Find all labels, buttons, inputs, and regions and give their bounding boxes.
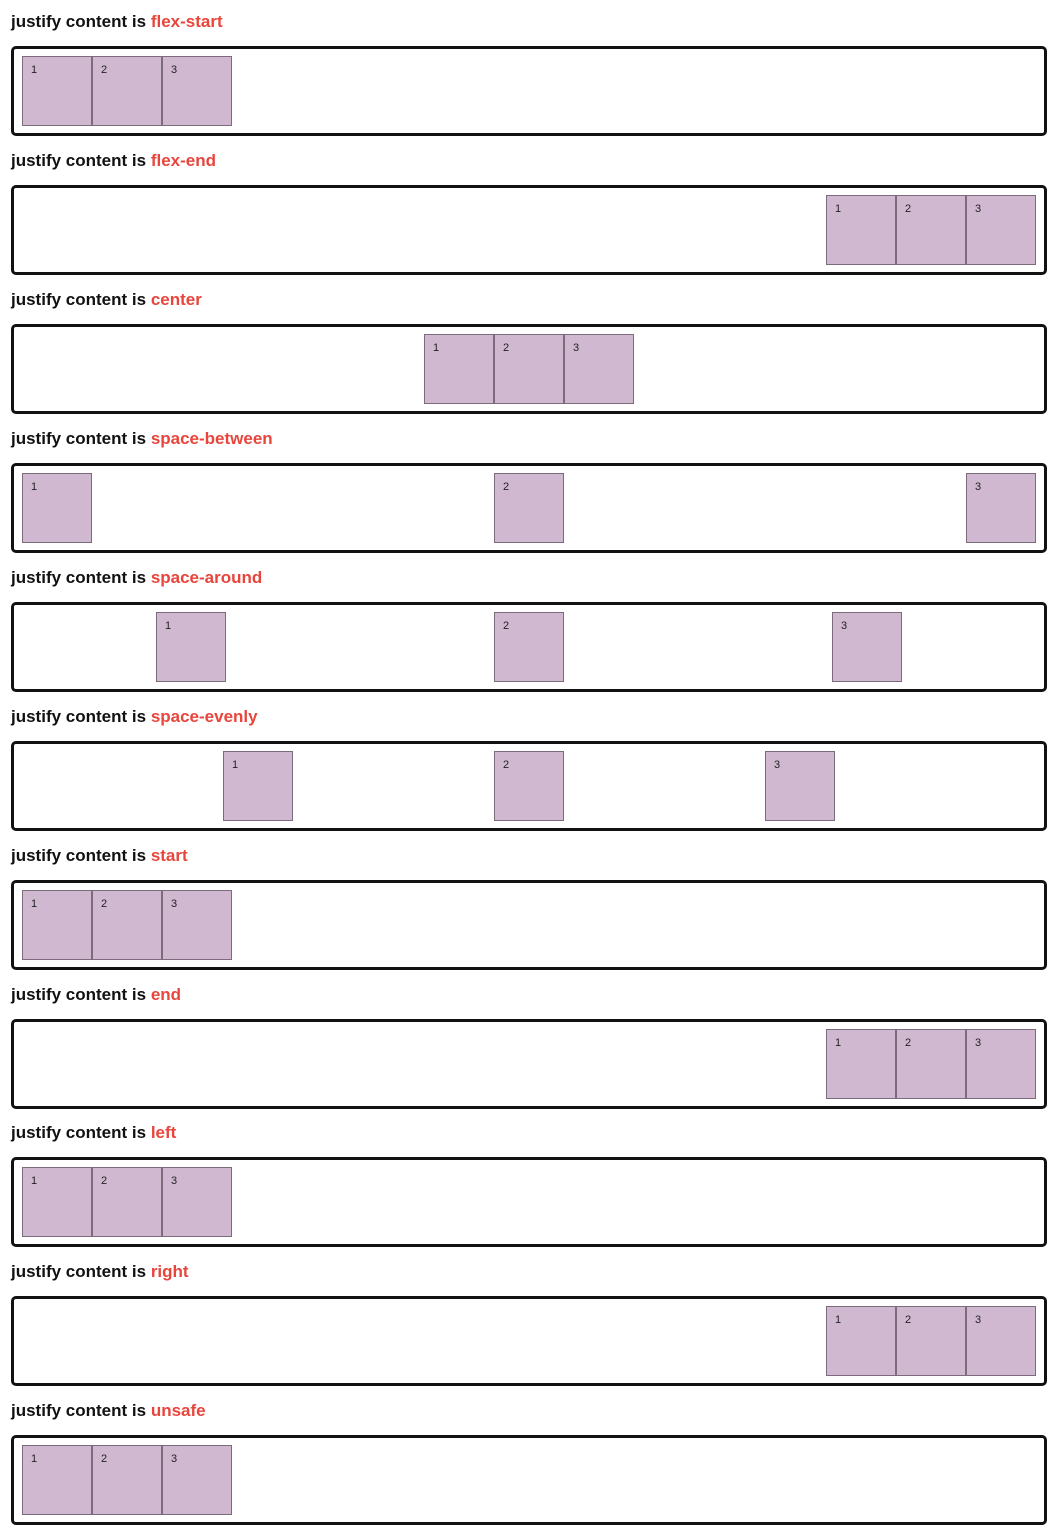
flex-item-1: 1 — [424, 334, 494, 404]
justify-value-label: flex-end — [150, 151, 216, 170]
flex-container — [11, 1435, 1047, 1525]
flex-item-2: 2 — [494, 751, 564, 821]
flex-item-1: 1 — [22, 1167, 92, 1237]
demo-title — [11, 846, 188, 866]
flex-item-2: 2 — [896, 195, 966, 265]
flex-item-2: 2 — [896, 1029, 966, 1099]
flex-item-2: 2 — [896, 1306, 966, 1376]
flex-container — [11, 1157, 1047, 1247]
flex-item-2: 2 — [92, 1167, 162, 1237]
flex-item-3: 3 — [564, 334, 634, 404]
flex-item-3: 3 — [966, 1306, 1036, 1376]
justify-value-label: flex-start — [150, 12, 223, 31]
flex-item-3: 3 — [832, 612, 902, 682]
flex-item-2: 2 — [92, 56, 162, 126]
demo-title — [11, 429, 273, 449]
flex-item-2: 2 — [494, 473, 564, 543]
justify-value-label: space-between — [150, 429, 273, 448]
justify-value-label: unsafe — [150, 1401, 206, 1420]
justify-value-label: center — [150, 290, 202, 309]
flex-item-2: 2 — [92, 890, 162, 960]
justify-value-label: left — [150, 1123, 177, 1142]
flex-item-3: 3 — [765, 751, 835, 821]
flex-item-1: 1 — [22, 56, 92, 126]
demo-title-prefix: justify content is — [11, 151, 147, 170]
demo-title-prefix: justify content is — [11, 12, 147, 31]
flex-item-3: 3 — [966, 473, 1036, 543]
flex-container — [11, 324, 1047, 414]
flex-item-2: 2 — [494, 334, 564, 404]
demo-title-prefix: justify content is — [11, 707, 147, 726]
flex-item-3: 3 — [162, 890, 232, 960]
demo-title-prefix: justify content is — [11, 290, 147, 309]
demo-title — [11, 1123, 176, 1143]
demo-title — [11, 151, 216, 171]
flex-container — [11, 602, 1047, 692]
justify-value-label: start — [150, 846, 188, 865]
flex-item-1: 1 — [22, 1445, 92, 1515]
justify-value-label: space-around — [150, 568, 263, 587]
flex-item-2: 2 — [494, 612, 564, 682]
demo-title-prefix: justify content is — [11, 985, 147, 1004]
flex-container — [11, 741, 1047, 831]
flex-item-2: 2 — [92, 1445, 162, 1515]
demo-title — [11, 12, 223, 32]
flex-item-3: 3 — [162, 1445, 232, 1515]
flex-item-1: 1 — [826, 1029, 896, 1099]
flex-item-3: 3 — [162, 56, 232, 126]
demo-title-prefix: justify content is — [11, 568, 147, 587]
demo-title — [11, 985, 181, 1005]
demo-title — [11, 707, 258, 727]
justify-value-label: right — [150, 1262, 189, 1281]
demo-title-prefix: justify content is — [11, 429, 147, 448]
flex-container — [11, 1296, 1047, 1386]
demo-title — [11, 568, 262, 588]
demo-title — [11, 1262, 189, 1282]
demo-title-prefix: justify content is — [11, 1262, 147, 1281]
demo-title — [11, 1401, 206, 1421]
flex-item-1: 1 — [22, 890, 92, 960]
justify-value-label: end — [150, 985, 182, 1004]
flex-item-3: 3 — [162, 1167, 232, 1237]
demo-title — [11, 290, 202, 310]
flex-container — [11, 880, 1047, 970]
flex-container — [11, 46, 1047, 136]
flex-item-1: 1 — [826, 195, 896, 265]
flex-item-1: 1 — [223, 751, 293, 821]
flex-item-1: 1 — [156, 612, 226, 682]
flex-item-3: 3 — [966, 1029, 1036, 1099]
flex-container — [11, 1019, 1047, 1109]
demo-title-prefix: justify content is — [11, 1123, 147, 1142]
flex-item-1: 1 — [22, 473, 92, 543]
flex-container — [11, 185, 1047, 275]
flex-item-1: 1 — [826, 1306, 896, 1376]
justify-value-label: space-evenly — [150, 707, 258, 726]
demo-title-prefix: justify content is — [11, 1401, 147, 1420]
flex-item-3: 3 — [966, 195, 1036, 265]
flex-container — [11, 463, 1047, 553]
demo-title-prefix: justify content is — [11, 846, 147, 865]
